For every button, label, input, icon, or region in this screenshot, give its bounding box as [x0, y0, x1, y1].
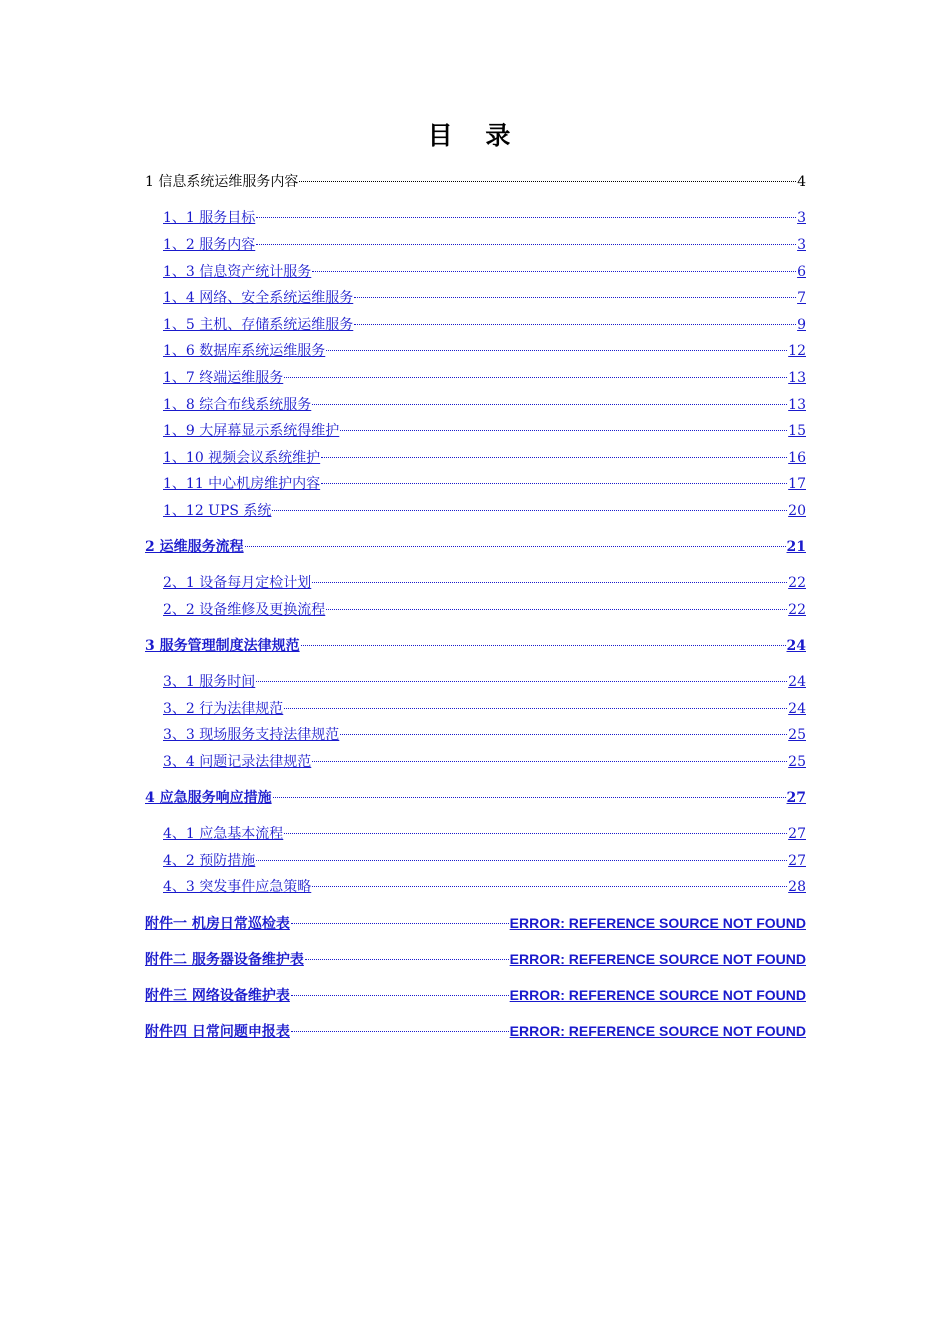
toc-entry-page: 28 — [788, 879, 806, 895]
toc-entry-page: 25 — [788, 727, 806, 743]
toc-dot-leader — [301, 645, 786, 646]
toc-dot-leader — [284, 377, 787, 378]
toc-entry-page: 20 — [788, 503, 806, 519]
toc-dot-leader — [284, 833, 787, 834]
toc-entry-title: 3、4 问题记录法律规范 — [163, 754, 312, 770]
toc-entry-title: 4、1 应急基本流程 — [163, 826, 284, 842]
toc-entry[interactable] — [163, 315, 806, 335]
toc-entry[interactable] — [145, 537, 806, 557]
toc-entry — [145, 172, 806, 192]
toc-entry-title: 3、1 服务时间 — [163, 674, 256, 690]
toc-entry-title: 1、4 网络、安全系统运维服务 — [163, 290, 354, 306]
toc-entry[interactable] — [145, 788, 806, 808]
toc-entry-title: 1、10 视频会议系统维护 — [163, 450, 321, 466]
toc-entry-page: 16 — [788, 450, 806, 466]
toc-entry-page: 17 — [788, 476, 806, 492]
toc-entry-page: 25 — [788, 754, 806, 770]
toc-dot-leader — [354, 324, 796, 325]
toc-entry-title: 1、2 服务内容 — [163, 237, 256, 253]
toc-entry[interactable] — [163, 235, 806, 255]
toc-dot-leader — [305, 959, 509, 960]
toc-entry-page: 13 — [788, 397, 806, 413]
toc-entry-title: 附件四 日常问题申报表 — [145, 1024, 290, 1040]
toc-dot-leader — [326, 609, 787, 610]
toc-entry-title: 附件二 服务器设备维护表 — [145, 952, 304, 968]
toc-entry-page: 22 — [788, 575, 806, 591]
toc-entry[interactable] — [145, 949, 806, 969]
page-title: 目 录 — [427, 121, 523, 150]
toc-dot-leader — [256, 217, 796, 218]
toc-entry-page: 27 — [788, 826, 806, 842]
toc-entry-page: 4 — [797, 174, 806, 190]
toc-entry-title: 1 信息系统运维服务内容 — [145, 174, 299, 190]
toc-dot-leader — [354, 297, 796, 298]
toc-dot-leader — [272, 510, 787, 511]
toc-entry-title: 3、2 行为法律规范 — [163, 701, 284, 717]
toc-dot-leader — [245, 546, 786, 547]
toc-dot-leader — [312, 271, 796, 272]
toc-entry-title: 1、7 终端运维服务 — [163, 370, 284, 386]
toc-dot-leader — [312, 886, 787, 887]
toc-entry-title: 附件三 网络设备维护表 — [145, 988, 290, 1004]
toc-entry-title: 2 运维服务流程 — [145, 539, 244, 555]
toc-entry-title: 4、2 预防措施 — [163, 853, 256, 869]
toc-dot-leader — [291, 995, 509, 996]
toc-entry-title: 1、1 服务目标 — [163, 210, 256, 226]
toc-dot-leader — [291, 1031, 509, 1032]
toc-dot-leader — [312, 582, 787, 583]
toc-entry[interactable] — [163, 421, 806, 441]
toc-dot-leader — [284, 708, 787, 709]
toc-entry[interactable] — [163, 672, 806, 692]
toc-entry-title: 1、12 UPS 系统 — [163, 503, 272, 519]
toc-dot-leader — [312, 761, 787, 762]
toc-entry[interactable] — [163, 877, 806, 897]
toc-entry-page: 3 — [797, 210, 806, 226]
toc-entry-title: 3、3 现场服务支持法律规范 — [163, 727, 340, 743]
toc-entry[interactable] — [163, 600, 806, 620]
toc-entry-page: ERROR: REFERENCE SOURCE NOT FOUND — [509, 915, 806, 931]
toc-entry[interactable] — [163, 699, 806, 719]
toc-entry-title: 1、8 综合布线系统服务 — [163, 397, 312, 413]
toc-entry[interactable] — [145, 913, 806, 933]
toc-dot-leader — [312, 404, 787, 405]
toc-entry-title: 3 服务管理制度法律规范 — [145, 638, 300, 654]
toc-entry[interactable] — [163, 824, 806, 844]
toc-entry-page: ERROR: REFERENCE SOURCE NOT FOUND — [509, 987, 806, 1003]
toc-entry[interactable] — [145, 636, 806, 656]
toc-entry-page: 12 — [788, 343, 806, 359]
toc-entry[interactable] — [163, 448, 806, 468]
toc-entry-page: 24 — [786, 638, 806, 654]
toc-dot-leader — [256, 860, 787, 861]
toc-entry-title: 1、11 中心机房维护内容 — [163, 476, 321, 492]
toc-entry-page: ERROR: REFERENCE SOURCE NOT FOUND — [509, 951, 806, 967]
toc-dot-leader — [340, 430, 787, 431]
toc-entry-page: 21 — [786, 539, 806, 555]
toc-entry[interactable] — [163, 262, 806, 282]
toc-entry-title: 1、3 信息资产统计服务 — [163, 264, 312, 280]
toc-entry-page: 9 — [797, 317, 806, 333]
toc-dot-leader — [321, 457, 787, 458]
toc-entry-page: 6 — [797, 264, 806, 280]
toc-entry-page: 24 — [788, 674, 806, 690]
toc-entry-title: 1、9 大屏幕显示系统得维护 — [163, 423, 340, 439]
toc-dot-leader — [321, 483, 787, 484]
toc-entry-title: 1、6 数据库系统运维服务 — [163, 343, 326, 359]
toc-entry[interactable] — [145, 985, 806, 1005]
toc-dot-leader — [256, 681, 787, 682]
toc-dot-leader — [256, 244, 796, 245]
toc-entry[interactable] — [163, 341, 806, 361]
toc-entry[interactable] — [163, 474, 806, 494]
toc-entry-title: 4、3 突发事件应急策略 — [163, 879, 312, 895]
toc-entry[interactable] — [163, 395, 806, 415]
toc-entry-page: 15 — [788, 423, 806, 439]
toc-entry[interactable] — [163, 368, 806, 388]
toc-entry[interactable] — [163, 208, 806, 228]
toc-entry[interactable] — [145, 1021, 806, 1041]
toc-entry[interactable] — [163, 752, 806, 772]
toc-entry-page: 13 — [788, 370, 806, 386]
toc-dot-leader — [299, 181, 796, 182]
toc-entry-page: 24 — [788, 701, 806, 717]
toc-entry-page: 27 — [788, 853, 806, 869]
toc-entry-page: 22 — [788, 602, 806, 618]
toc-entry-title: 4 应急服务响应措施 — [145, 790, 272, 806]
toc-entry[interactable] — [163, 501, 806, 521]
toc-entry-page: ERROR: REFERENCE SOURCE NOT FOUND — [509, 1023, 806, 1039]
toc-entry-title: 2、1 设备每月定检计划 — [163, 575, 312, 591]
toc-entry-title: 2、2 设备维修及更换流程 — [163, 602, 326, 618]
toc-entry-title: 附件一 机房日常巡检表 — [145, 916, 290, 932]
toc-entry-title: 1、5 主机、存储系统运维服务 — [163, 317, 354, 333]
toc-dot-leader — [326, 350, 787, 351]
toc-dot-leader — [340, 734, 787, 735]
toc-entry-page: 27 — [786, 790, 806, 806]
toc-entry[interactable] — [163, 573, 806, 593]
toc-entry-page: 3 — [797, 237, 806, 253]
toc-entry[interactable] — [163, 851, 806, 871]
toc-dot-leader — [273, 797, 786, 798]
toc-dot-leader — [291, 923, 509, 924]
toc-entry[interactable] — [163, 725, 806, 745]
toc-entry-page: 7 — [797, 290, 806, 306]
toc-entry[interactable] — [163, 288, 806, 308]
